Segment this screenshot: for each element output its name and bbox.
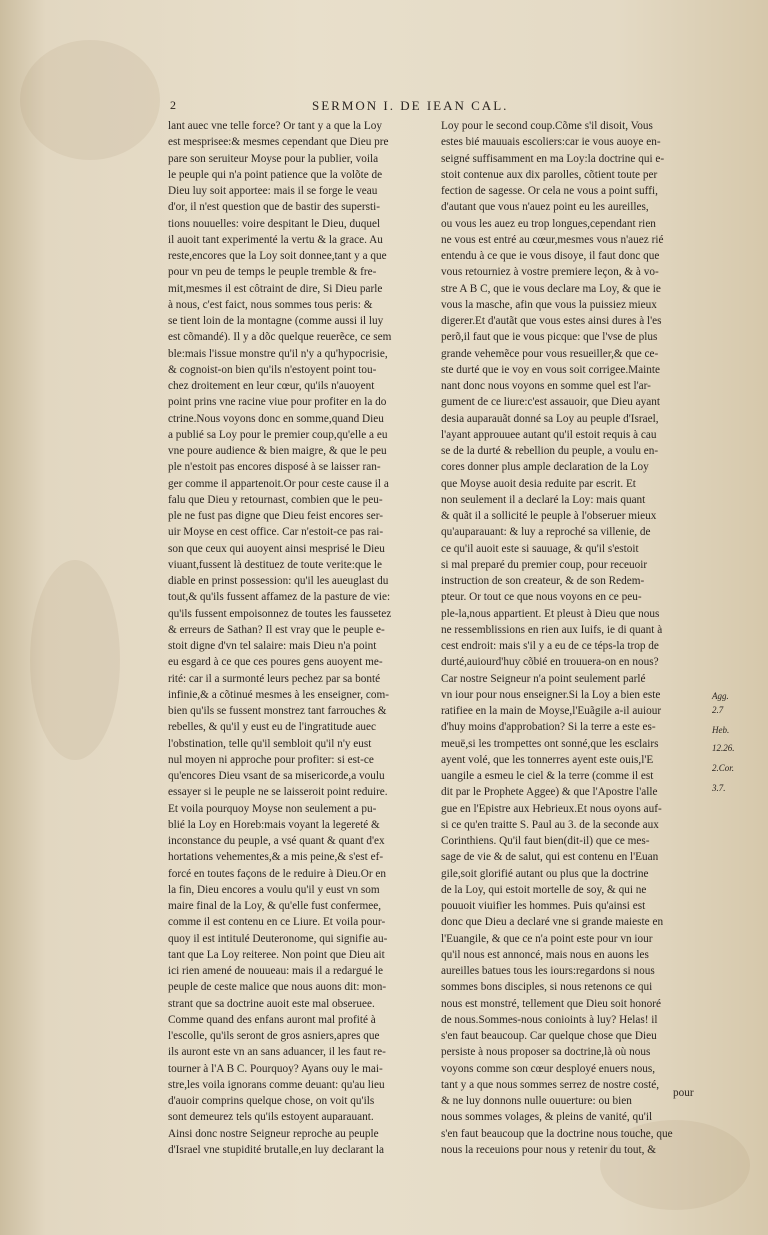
text-line: digerer.Et d'autãt que vous estes ainsi dures à l'es bbox=[441, 315, 662, 327]
text-line: Car nostre Seigneur n'a point seulement parlé bbox=[441, 672, 646, 685]
text-line: est mesprisee:& mesmes cependant que Dieu pre bbox=[168, 136, 389, 149]
text-line: nant donc nous voyons en somme quel est l'ar- bbox=[441, 380, 651, 392]
text-line: qu'il nous est annoncé, mais nous en auons les bbox=[441, 948, 649, 961]
text-line: pteur. Or tout ce que nous voyons en ce peu- bbox=[441, 591, 642, 604]
text-line: point prins vne racine viue pour profiter en la do bbox=[168, 396, 387, 409]
text-line: non seulement il a declaré la Loy: mais quant bbox=[441, 493, 646, 506]
text-line: seigné suffisamment en ma Loy:la doctrine qui e- bbox=[441, 152, 665, 165]
text-line: sage de vie & de salut, qui est contenu en l'Euan bbox=[441, 851, 659, 864]
text-line: forcé en toutes façons de le reduire à Dieu.Or en bbox=[168, 867, 387, 880]
text-line: infinie,& a cõtinué mesmes à les enseigner, com- bbox=[168, 688, 390, 701]
text-line: l'escolle, qu'ils seront de gros asniers,apres que bbox=[168, 1030, 380, 1042]
text-line: dit par le Prophete Aggee) & que l'Apostre l'alle bbox=[441, 786, 658, 799]
text-line: donc que Dieu a declaré vne si grande maieste en bbox=[441, 916, 664, 929]
text-line: ne ressemblissions en rien aux Iuifs, ie di quant à bbox=[441, 623, 663, 636]
text-line: Et voila pourquoy Moyse non seulement a pu- bbox=[168, 802, 377, 815]
text-line: ce qu'il auoit este si sauuage, & qu'il s'estoit bbox=[441, 542, 639, 555]
text-line: & ne luy donnons nulle ouuerture: ou bien bbox=[441, 1095, 632, 1107]
text-line: se tient loin de la montagne (comme aussi il luy bbox=[168, 315, 384, 327]
margin-note: 2.7 bbox=[712, 705, 724, 715]
text-line: ne vous est entré au cœur,mesmes vous n'auez rié bbox=[441, 233, 664, 246]
text-line: d'huy moins d'approbation? Si la terre a este es- bbox=[441, 721, 656, 734]
text-line: chez droitement en leur cœur, qu'ils n'auoyent bbox=[168, 380, 375, 392]
text-line: lant auec vne telle force? Or tant y a que la Loy bbox=[168, 120, 382, 132]
text-line: pouuoit viuifier les hommes. Puis qu'ainsi est bbox=[441, 900, 646, 912]
text-line: essayer si le peuple ne se laisseroit point reduire. bbox=[168, 786, 388, 799]
text-line: rebelles, & qu'il y eust eu de l'ingratitude auec bbox=[168, 721, 377, 734]
text-line: fection de sagesse. Or cela ne vous a point suffi, bbox=[441, 185, 658, 197]
text-line: ple-la,nous appartient. Et pleust à Dieu que nous bbox=[441, 607, 660, 620]
text-line: perõ,il faut que ie vous picque: que l'vse de plus bbox=[441, 331, 658, 344]
text-line: ste durté que ie voy en vous soit corrigee.Mainte bbox=[441, 363, 661, 376]
text-line: nous la receuions pour nous y retenir du tout, & bbox=[441, 1143, 656, 1156]
text-line: gue en l'Epistre aux Hebrieux.Et nous oyons auf- bbox=[441, 802, 662, 815]
text-line: l'obstination, telle qu'il sembloit qu'il n'y eust bbox=[168, 737, 372, 750]
text-line: se de la durté & rebellion du peuple, a voulu en- bbox=[441, 445, 659, 457]
text-line: l'ayant approuuee autant qu'il estoit requis à cau bbox=[441, 428, 657, 441]
text-line: à nous, c'est faict, nous sommes tous peris: & bbox=[168, 298, 373, 311]
text-line: stre,les voila ignorans comme deuant: qu'au lieu bbox=[168, 1078, 385, 1091]
text-line: stoit digne d'vn tel salaire: mais Dieu n'a point bbox=[168, 640, 377, 652]
text-line: si mal preparé du premier coup, pour receuoir bbox=[441, 558, 648, 571]
text-line: si ce qu'en traitte S. Paul au 3. de la seconde aux bbox=[441, 818, 659, 831]
text-line: maire final de la Loy, & qu'elle fust confermee, bbox=[168, 900, 382, 912]
text-line: ger comme il appartenoit.Or pour ceste cause il a bbox=[168, 477, 389, 490]
text-line: Comme quand des enfans auront mal profité à bbox=[168, 1013, 376, 1026]
text-line: falu que Dieu y retournast, combien que le peu- bbox=[168, 493, 383, 506]
margin-note: Heb. bbox=[712, 725, 730, 735]
text-line: & cognoist-on bien qu'ils n'estoyent point tou- bbox=[168, 363, 377, 376]
text-line: rité: car il a surmonté leurs pechez par sa bonté bbox=[168, 672, 381, 685]
margin-note: 3.7. bbox=[712, 783, 726, 793]
text-line: uangile a esmeu le ciel & la terre (comme il est bbox=[441, 770, 654, 782]
text-line: vn iour pour nous enseigner.Si la Loy a bien este bbox=[441, 688, 661, 701]
text-line: de nous.Sommes-nous conioints à luy? Helas! il bbox=[441, 1013, 658, 1026]
text-line: d'or, il n'est question que de bastir des supersti- bbox=[168, 201, 381, 214]
text-line: ou vous les auez eu trop longues,cependant rien bbox=[441, 217, 656, 230]
text-line: estes bié mauuais escoliers:car ie vous auoye en- bbox=[441, 136, 661, 149]
page-header bbox=[170, 98, 730, 120]
text-line: & erreurs de Sathan? Il est vray que le peuple e- bbox=[168, 623, 385, 636]
text-line: nous est monstré, tellement que Dieu soit honoré bbox=[441, 997, 661, 1010]
text-line: stoit contenue aux dix parolles, cõtient toute per bbox=[441, 168, 658, 181]
left-text-column bbox=[168, 118, 436, 1158]
text-line: ratifiee en la main de Moyse,l'Euãgile a-il auiour bbox=[441, 705, 662, 717]
text-line: comme il est contenu en ce Liure. Et voila pour- bbox=[168, 916, 386, 929]
text-line: d'autant que vous n'auez point eu les aureilles, bbox=[441, 201, 649, 214]
text-line: desia auparauãt donné sa Loy au peuple d'Israel, bbox=[441, 412, 659, 425]
text-line: grande vehemẽce pour vous resueiller,& que ce- bbox=[441, 347, 659, 360]
text-line: meuë,si les trompettes ont sonné,que les esclairs bbox=[441, 737, 659, 750]
text-line: a publié sa Loy pour le premier coup,qu'elle a eu bbox=[168, 428, 388, 441]
text-line: s'en faut beaucoup que la doctrine nous touche, que bbox=[441, 1127, 673, 1140]
text-line: tant y a que nous sommes serrez de nostre costé, bbox=[441, 1078, 660, 1091]
text-line: il auoit tant experimenté la vertu & la grace. Au bbox=[168, 233, 383, 246]
text-line: qu'encores Dieu vsant de sa misericorde,a voulu bbox=[168, 770, 385, 782]
text-line: hortations vehementes,& a mis peine,& s'est ef- bbox=[168, 851, 384, 864]
text-line: persiste à nous proposer sa doctrine,là où nous bbox=[441, 1046, 651, 1059]
text-line: entendu à ce que ie vous disoye, il faut donc que bbox=[441, 250, 660, 262]
running-head: SERMON I. DE IEAN CAL. bbox=[312, 98, 509, 113]
text-line: est cõmandé). Il y a dõc quelque reuerẽce, ce sem bbox=[168, 331, 392, 344]
text-line: que Moyse auoit desia reduite par escrit. Et bbox=[441, 477, 636, 490]
paper-stain bbox=[20, 40, 160, 160]
text-line: ple n'estoit pas encores disposé à se laisser ran- bbox=[168, 461, 381, 474]
text-line: inconstance du peuple, a vsé quant & quant d'ex bbox=[168, 835, 385, 847]
text-line: tions nouuelles: voire despitant le Dieu, duquel bbox=[168, 217, 381, 230]
text-line: & quãt il a sollicité le peuple à l'obseruer mieux bbox=[441, 510, 657, 522]
text-line: nous sommes volages, & pleins de vanité, qu'il bbox=[441, 1111, 653, 1124]
text-line: la fin, Dieu encores a voulu qu'il y eust vn som bbox=[168, 883, 380, 896]
text-line: le peuple qui n'a point patience que la volõte de bbox=[168, 168, 383, 181]
text-line: tourner à l'A B C. Pourquoy? Ayans ouy le mai- bbox=[168, 1062, 383, 1075]
text-line: peuple de ceste malice que nous auons dit: mon- bbox=[168, 981, 387, 994]
text-line: gument de ce liure:c'est assauoir, que Dieu ayant bbox=[441, 396, 660, 409]
text-line: eu esgard à ce que ces poures gens auoyent me- bbox=[168, 656, 383, 669]
text-line: de la Loy, qui estoit mortelle de soy, & qui ne bbox=[441, 883, 647, 896]
text-line: ayent volé, que les tonnerres ayent este ouis,l'E bbox=[441, 753, 654, 766]
margin-note: 2.Cor. bbox=[712, 763, 735, 773]
text-line: tout,& qu'ils fussent affamez de la pasture de vie: bbox=[168, 591, 391, 604]
text-line: d'Israel vne stupidité brutalle,en luy declarant la bbox=[168, 1143, 385, 1156]
page-number: 2 bbox=[170, 98, 176, 112]
text-line: vous retourniez à vostre premiere leçon, & à vo- bbox=[441, 266, 659, 279]
text-line: aureilles batues tous les iours:regardons si nous bbox=[441, 965, 655, 977]
text-line: uir Moyse en cest office. Car n'estoit-ce pas rai- bbox=[168, 526, 384, 539]
text-line: Ainsi donc nostre Seigneur reproche au peuple bbox=[168, 1127, 379, 1140]
text-line: ctrine.Nous voyons donc en somme,quand Dieu bbox=[168, 412, 384, 425]
text-line: qu'ils fussent empoisonnez de toutes les faussetez bbox=[168, 607, 392, 620]
text-line: sont demeurez tels qu'ils estoyent auparauant. bbox=[168, 1111, 374, 1124]
text-line: nul moyen ni approche pour profiter: si est-ce bbox=[168, 753, 374, 766]
text-line: durté,auiourd'huy cõbié en trouuera-on en nous? bbox=[441, 656, 659, 669]
text-line: qu'auparauant: & luy a reproché sa villenie, de bbox=[441, 526, 651, 539]
text-line: bien qu'ils se fussent monstrez tant farrouches & bbox=[168, 705, 387, 717]
text-line: son que ceux qui auoyent ainsi mesprisé le Dieu bbox=[168, 542, 385, 555]
text-line: diable en prinst possession: qu'il les aueuglast du bbox=[168, 575, 389, 587]
text-line: viuant,fussent là destituez de toute verite:que le bbox=[168, 558, 382, 571]
text-line: reste,encores que la Loy soit donnee,tant y a que bbox=[168, 250, 387, 262]
text-line: vne poure audience & bien maigre, & que le peu bbox=[168, 445, 387, 457]
text-line: instruction de son createur, & de son Redem- bbox=[441, 575, 645, 587]
paper-stain bbox=[30, 560, 120, 760]
text-line: ici rien amené de nouueau: mais il a redargué le bbox=[168, 965, 384, 977]
text-line: Corinthiens. Qu'il faut bien(dit-il) que ce mes- bbox=[441, 835, 650, 847]
text-line: ils auront este vn an sans aduancer, il les faut re- bbox=[168, 1046, 386, 1059]
margin-note: Agg. bbox=[712, 691, 729, 701]
text-line: voyons comme son cœur desployé enuers nous, bbox=[441, 1062, 656, 1075]
text-line: vous la masche, afin que vous la puissiez mieux bbox=[441, 298, 657, 311]
text-line: blié la Loy en Horeb:mais voyant la legereté & bbox=[168, 818, 380, 831]
text-line: mit,mesmes il est côtraint de dire, Si Dieu parle bbox=[168, 282, 383, 295]
text-line: s'en faut beaucoup. Car quelque chose que Dieu bbox=[441, 1030, 657, 1042]
text-line: stre A B C, que ie vous declare ma Loy, & que ie bbox=[441, 282, 661, 295]
text-line: cores donner plus ample declaration de la Loy bbox=[441, 461, 649, 474]
margin-note: 12.26. bbox=[712, 743, 735, 753]
text-line: tant que La Loy reiteree. Non point que Dieu ait bbox=[168, 948, 385, 961]
text-line: quoy il est intitulé Deuteronome, qui signifie au- bbox=[168, 932, 388, 945]
text-line: Dieu luy soit apportee: mais il se forge le veau bbox=[168, 185, 378, 197]
text-line: d'auoir comprins quelque chose, on voit qu'ils bbox=[168, 1095, 375, 1107]
text-line: pare son seruiteur Moyse pour la publier, voila bbox=[168, 152, 379, 165]
text-line: cest endroit: mais s'il y a eu de ce téps-la trop de bbox=[441, 640, 659, 652]
text-line: gile,soit glorifié autant ou plus que la doctrine bbox=[441, 867, 649, 880]
text-line: strant que sa doctrine auoit este mal obseruee. bbox=[168, 997, 375, 1010]
text-line: pour vn peu de temps le peuple tremble & fre- bbox=[168, 266, 377, 279]
right-text-column bbox=[441, 118, 709, 1158]
text-line: l'Euangile, & que ce n'a point este pour vn iour bbox=[441, 932, 653, 945]
text-line: Loy pour le second coup.Cõme s'il disoit, Vous bbox=[441, 120, 653, 132]
text-line: sommes bons disciples, si nous retenons ce qui bbox=[441, 981, 653, 994]
catchword: pour bbox=[673, 1087, 694, 1099]
text-line: ble:mais l'issue monstre qu'il n'y a qu'hypocrisie, bbox=[168, 347, 388, 360]
text-line: ple ne fust pas digne que Dieu feist encores ser- bbox=[168, 510, 384, 522]
